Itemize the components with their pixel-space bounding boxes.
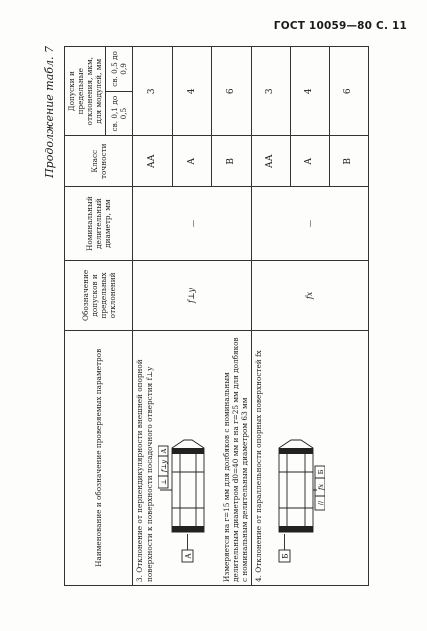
header-param: Наименование и обозначение проверяемых параметров xyxy=(65,330,133,585)
tolerance-cell: 6 xyxy=(329,47,368,136)
header-diameter: Номинальный делительный диаметр, мм xyxy=(65,187,133,261)
frame-value: f⊥у xyxy=(159,459,168,473)
tolerance-cell: 6 xyxy=(212,47,252,136)
class-cell: А xyxy=(290,136,329,187)
class-cell: АА xyxy=(251,136,290,187)
table-row xyxy=(251,47,290,586)
section-4-figure xyxy=(267,428,325,568)
tolerance-cell: 4 xyxy=(290,47,329,136)
tolerance-cell: 3 xyxy=(251,47,290,136)
header-class: Класс точности xyxy=(65,136,133,187)
frame-datum: Б xyxy=(317,469,326,475)
section-3-symbol: f⊥у xyxy=(133,261,252,330)
section-3-title: 3. Отклонение от перпендикулярности внешней опорной поверхности к поверхности посадочного отверстия f⊥у xyxy=(135,359,154,582)
frame-symbol: // xyxy=(317,500,326,506)
parallelism-diagram xyxy=(267,428,325,568)
tolerance-cell: 3 xyxy=(133,47,173,136)
section-3-diameter: — xyxy=(133,187,252,261)
section-4-cell xyxy=(251,330,368,585)
class-cell: АА xyxy=(133,136,173,187)
header-module-a: св. 0,1 до 0,5 xyxy=(106,91,133,136)
datum-label: A xyxy=(184,553,193,559)
section-4-diameter: — xyxy=(251,187,368,261)
class-cell: А xyxy=(172,136,212,187)
section-3-cell xyxy=(133,330,252,585)
table-row xyxy=(133,47,173,586)
page-header: ГОСТ 10059—80 С. 11 xyxy=(273,20,407,32)
rotated-table-region xyxy=(42,46,382,586)
datum-label: Б xyxy=(281,553,290,559)
perpendicularity-diagram xyxy=(158,428,216,568)
tolerance-cell: 4 xyxy=(172,47,212,136)
class-cell: В xyxy=(329,136,368,187)
frame-symbol: ⊥ xyxy=(159,478,168,486)
section-3-note: Измеряется на r=15 мм для долбяков с номинальным делительным диаметром d0=40 мм и на r=25 мм для долбяков с номинальным делительным диаметром 63 мм xyxy=(221,337,249,582)
frame-value: fx xyxy=(317,483,326,491)
class-cell: В xyxy=(212,136,252,187)
header-tolerance-group: Допуски и предельные отклонения, мкм, для модулей, мм xyxy=(65,47,106,136)
section-4-symbol: fx xyxy=(251,261,368,330)
frame-datum: A xyxy=(159,448,168,454)
section-3-figure xyxy=(158,428,216,568)
spec-table xyxy=(64,46,369,586)
section-4-title: 4. Отклонение от параллельности опорных поверхностей fx xyxy=(253,350,263,582)
header-module-b: св. 0,5 до 0,9 xyxy=(106,47,133,92)
table-caption: Продолжение табл. 7 xyxy=(43,46,56,178)
header-designation: Обозначение допусков и предельных отклонений xyxy=(65,261,133,330)
